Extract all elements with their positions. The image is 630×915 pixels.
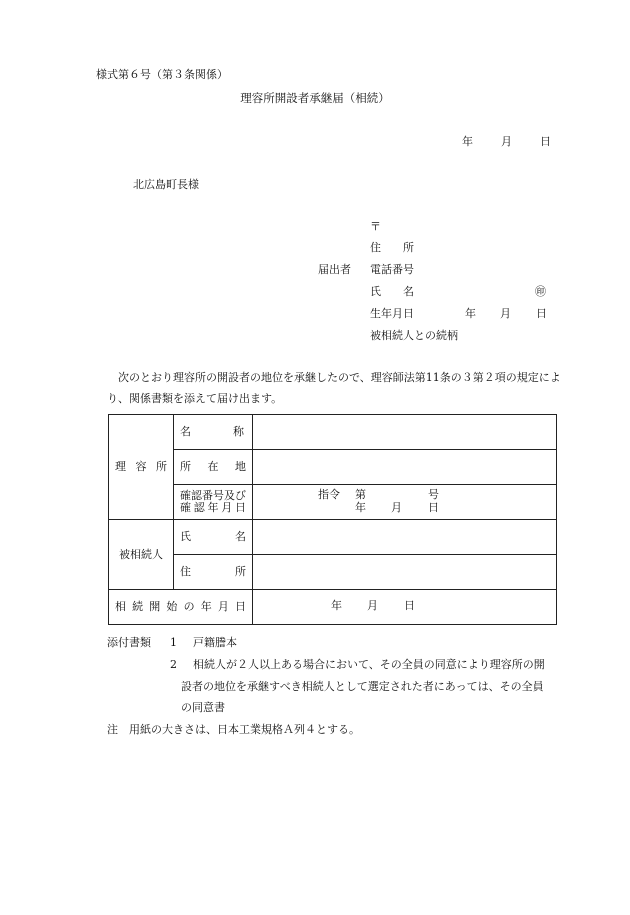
start-year: 年 bbox=[331, 599, 342, 612]
filer-birth-year: 年 bbox=[465, 307, 476, 320]
start-day: 日 bbox=[404, 599, 415, 612]
attachment-1-text: 戸籍謄本 bbox=[193, 636, 237, 649]
date-month: 月 bbox=[501, 135, 512, 148]
deceased-address-label: 住 所 bbox=[174, 555, 253, 590]
confirm-label: 確認番号及び 確 認 年 月 日 bbox=[174, 485, 253, 520]
filer-label: 届出者 bbox=[318, 263, 351, 276]
filer-phone-label: 電話番号 bbox=[370, 263, 414, 276]
shop-location-field[interactable] bbox=[253, 450, 557, 485]
submission-date bbox=[462, 135, 551, 149]
paper-size-note: 注 用紙の大きさは、日本工業規格Ａ列４とする。 bbox=[107, 723, 360, 736]
confirm-day: 日 bbox=[428, 501, 439, 514]
start-month: 月 bbox=[367, 599, 378, 612]
postal-mark: 〒 bbox=[370, 220, 381, 233]
deceased-name-field[interactable] bbox=[253, 520, 557, 555]
body-paragraph: 次のとおり理容所の開設者の地位を承継したので、理容師法第11条の３第２項の規定により、関係書類を添えて届け出ます。 bbox=[107, 371, 561, 405]
confirm-field[interactable] bbox=[253, 485, 557, 520]
filer-relation-label: 被相続人との続柄 bbox=[370, 329, 458, 342]
shop-name-field[interactable] bbox=[253, 415, 557, 450]
inheritance-start-label: 相 続 開 始 の 年 月 日 bbox=[109, 590, 253, 625]
confirm-directive: 指令 bbox=[318, 488, 340, 501]
attachments-block bbox=[107, 636, 587, 716]
attachment-2-line-1: 相続人が２人以上ある場合において、その全員の同意により理容所の開 bbox=[193, 658, 545, 671]
filer-address-label: 住 所 bbox=[370, 241, 414, 254]
filer-name-label: 氏 名 bbox=[370, 285, 414, 298]
attachments-label: 添付書類 bbox=[107, 636, 151, 649]
shop-location-label: 所 在 地 bbox=[174, 450, 253, 485]
filer-birth-label: 生年月日 bbox=[370, 307, 414, 320]
confirm-year: 年 bbox=[355, 501, 366, 514]
deceased-address-field[interactable] bbox=[253, 555, 557, 590]
inheritance-start-field[interactable] bbox=[253, 590, 557, 625]
form-number: 様式第６号（第３条関係） bbox=[96, 68, 228, 81]
registration-table bbox=[108, 414, 557, 625]
date-year: 年 bbox=[462, 135, 473, 148]
filer-block bbox=[318, 220, 558, 350]
confirm-no-suffix: 号 bbox=[428, 488, 439, 501]
date-day: 日 bbox=[540, 135, 551, 148]
deceased-group-label: 被相続人 bbox=[109, 520, 174, 590]
filer-birth-day: 日 bbox=[536, 307, 547, 320]
seal-mark: ㊞ bbox=[535, 285, 546, 298]
confirm-month: 月 bbox=[391, 501, 402, 514]
addressee: 北広島町長様 bbox=[133, 178, 199, 191]
filer-birth-month: 月 bbox=[500, 307, 511, 320]
confirm-no-prefix: 第 bbox=[355, 488, 366, 501]
attachment-2-line-3: の同意書 bbox=[181, 701, 225, 714]
shop-name-label: 名 称 bbox=[174, 415, 253, 450]
document-title: 理容所開設者承継届（相続） bbox=[240, 91, 390, 105]
attachment-2-line-2: 設者の地位を承継すべき相続人として選定された者にあっては、その全員 bbox=[181, 680, 544, 693]
deceased-name-label: 氏 名 bbox=[174, 520, 253, 555]
attachment-2-number: 2 bbox=[170, 658, 177, 671]
shop-group-label: 理 容 所 bbox=[109, 415, 174, 520]
attachment-1-number: 1 bbox=[170, 636, 177, 649]
